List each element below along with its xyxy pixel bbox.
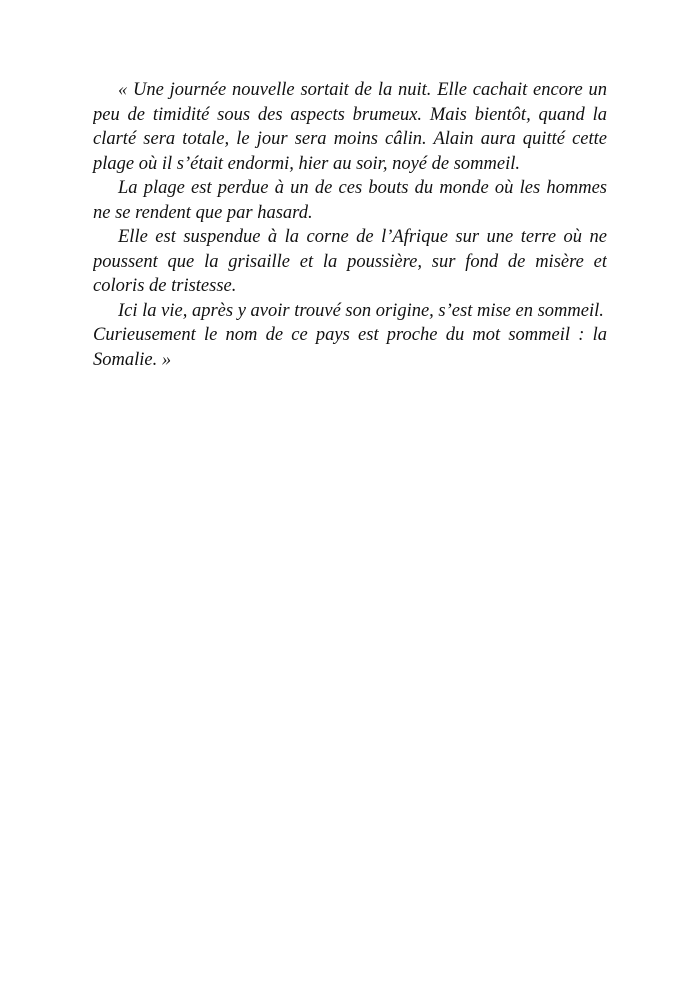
text-line: Elle est suspendue à la corne de l’Afrique sur une terre où ne xyxy=(118,227,607,247)
paragraph-2 xyxy=(93,176,607,225)
text-line: poussent que la grisaille et la poussière, sur fond de misère et xyxy=(93,251,607,272)
text-line: coloris de tristesse. xyxy=(93,276,237,296)
paragraph-3 xyxy=(93,225,607,299)
paragraph-4 xyxy=(93,299,607,373)
text-line: Ici la vie, après y avoir trouvé son origine, s’est mise en sommeil. xyxy=(118,300,604,321)
text-line: clarté sera totale, le jour sera moins câlin. Alain aura quitté cette xyxy=(93,129,607,149)
text-line: La plage est perdue à un de ces bouts du monde où les hommes xyxy=(118,178,607,198)
text-line: plage où il s’était endormi, hier au soir, noyé de sommeil. xyxy=(93,153,520,174)
text-line: ne se rendent que par hasard. xyxy=(93,202,313,223)
text-line: « Une journée nouvelle sortait de la nuit. Elle cachait encore un xyxy=(118,80,607,100)
paragraph-1 xyxy=(93,78,607,176)
document-page xyxy=(93,78,607,372)
text-line: Somalie. » xyxy=(93,349,172,370)
text-line: peu de timidité sous des aspects brumeux. Mais bientôt, quand la xyxy=(93,104,607,125)
text-line: Curieusement le nom de ce pays est proche du mot sommeil : la xyxy=(93,325,607,345)
